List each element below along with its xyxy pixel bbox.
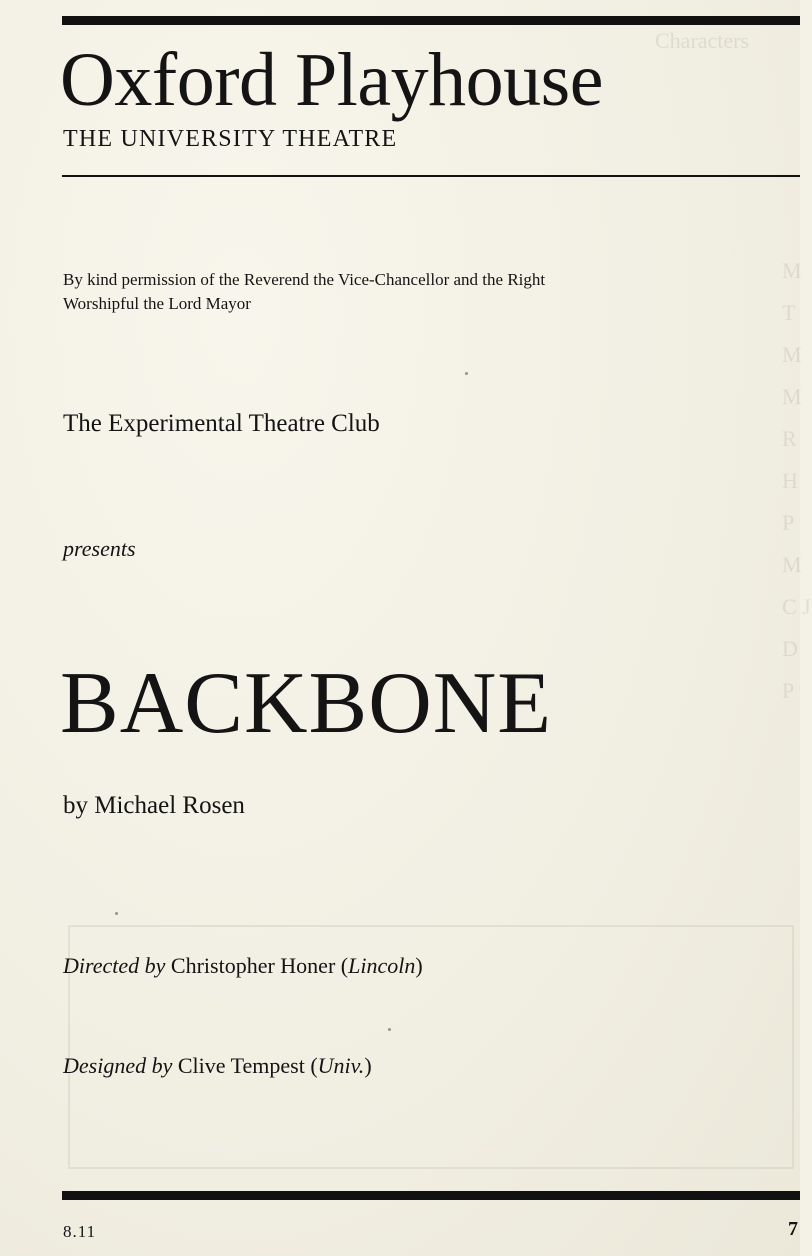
- print-speck: [388, 1028, 391, 1031]
- header-rule: [62, 175, 800, 177]
- credit-college: Lincoln: [348, 953, 416, 978]
- credit-college: Univ.: [317, 1053, 365, 1078]
- credit-name: Christopher Honer: [170, 953, 336, 978]
- footer-code: 8.11: [63, 1222, 97, 1241]
- print-speck: [465, 372, 468, 375]
- director-credit: Directed by Christopher Honer (Lincoln): [63, 953, 423, 978]
- designer-credit: Designed by Clive Tempest (Univ.): [63, 1053, 372, 1078]
- credit-role: Designed by: [63, 1053, 173, 1078]
- theatre-subtitle: THE UNIVERSITY THEATRE: [63, 126, 398, 152]
- play-title: BACKBONE: [60, 655, 553, 752]
- credit-role: Directed by: [63, 953, 166, 978]
- company-name: The Experimental Theatre Club: [63, 410, 380, 437]
- print-speck: [115, 912, 118, 915]
- show-through-text: Characters: [655, 28, 750, 53]
- page-number: 7: [788, 1218, 798, 1240]
- top-rule: [62, 16, 800, 25]
- presents-label: presents: [63, 536, 136, 561]
- show-through-text: M T M M R H P M C J D P: [782, 258, 811, 703]
- credit-name: Clive Tempest: [177, 1053, 305, 1078]
- bottom-rule: [62, 1191, 800, 1200]
- permission-note: By kind permission of the Reverend the Vice-Chancellor and the Right Worshipful the Lord Mayor: [63, 270, 546, 313]
- play-author: by Michael Rosen: [63, 792, 245, 819]
- theatre-title: Oxford Playhouse: [60, 38, 603, 122]
